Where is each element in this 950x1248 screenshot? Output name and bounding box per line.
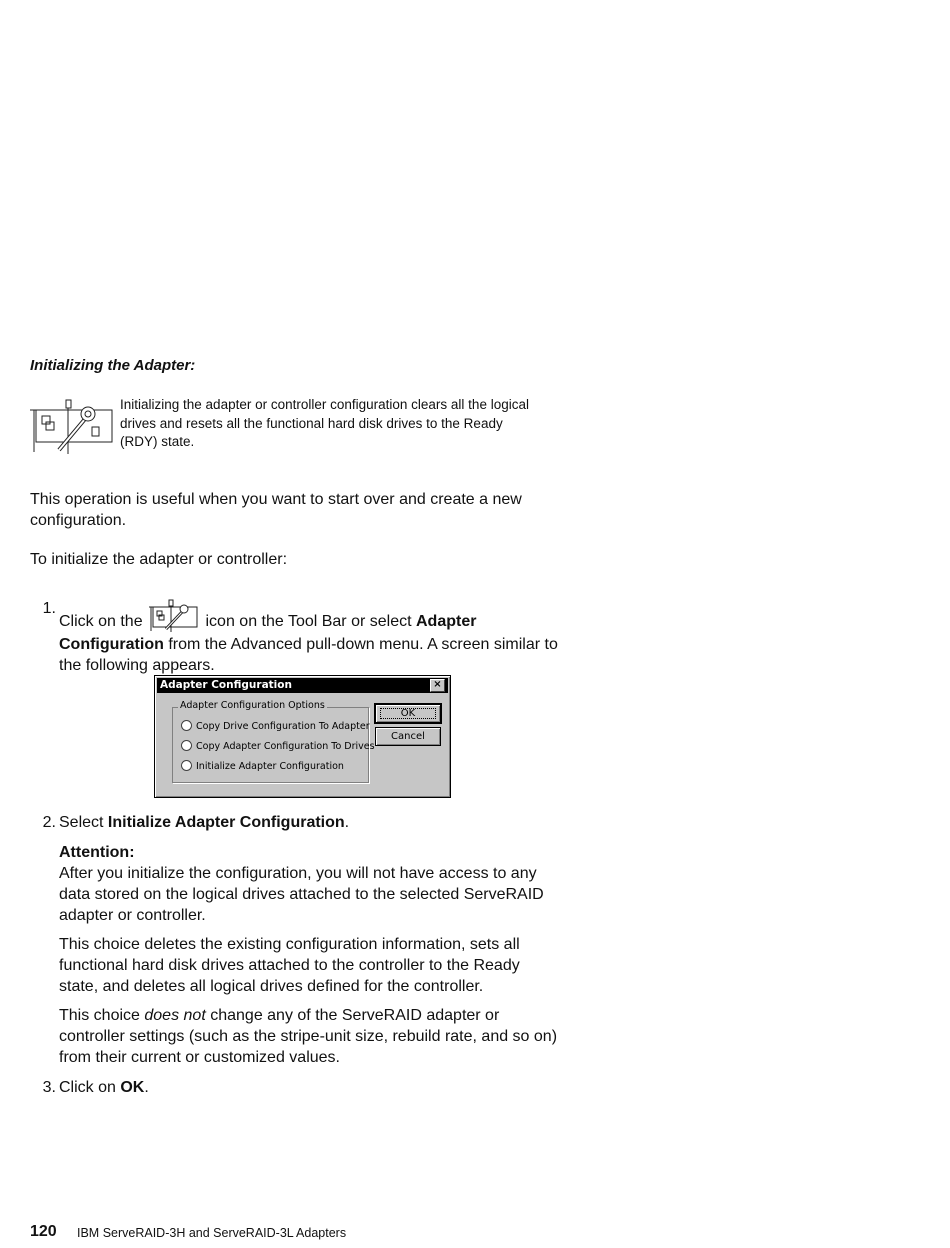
page-number: 120 [30,1223,57,1240]
step-2-text [59,812,559,833]
paragraph-procedure-intro: To initialize the adapter or controller: [30,551,288,568]
step-2-paragraph-2: This choice deletes the existing configuration information, sets all functional hard disk drives attached to the controller to the Ready state, and deletes all logical drives defined for the controller. [59,936,520,995]
step-1-mid: icon on the Tool Bar or select [205,613,412,630]
dialog-title-bar [157,678,448,693]
step-1-post: from the Advanced pull-down menu. A screen similar to the following appears. [59,636,558,674]
step-2-p3-emphasis: does not [144,1007,206,1024]
cancel-button[interactable] [375,727,441,746]
section-heading: Initializing the Adapter: [30,357,196,374]
options-group [172,700,375,783]
ok-button-label: OK [400,708,416,719]
step-1-menu-name: Adapter Configuration [59,613,477,653]
option-label: Copy Adapter Configuration To Drives [196,741,375,752]
option-copy-adapter-to-drives[interactable] [181,740,375,752]
step-1-text [59,598,559,676]
options-group-label: Adapter Configuration Options [180,700,325,711]
option-label: Initialize Adapter Configuration [196,761,344,772]
radio-icon[interactable] [181,720,192,731]
step-2-option-name: Initialize Adapter Configuration [107,814,345,831]
intro-text: Initializing the adapter or controller configuration clears all the logical drives and resets all the functional hard disk drives to the Ready (RDY) state. [120,397,529,449]
step-3-post: . [144,1079,149,1096]
close-icon[interactable]: × [430,679,445,692]
radio-icon[interactable] [181,760,192,771]
attention-text: After you initialize the configuration, you will not have access to any data stored on the logical drives attached to the selected ServeRAID adapter or controller. [59,865,544,924]
step-2-number: 2. [42,814,56,831]
attention-label: Attention: [59,844,135,861]
step-2-p3-post: change any of the ServeRAID adapter or controller settings (such as the stripe-unit size, rebuild rate, and so on) from their current or customized values. [59,1007,558,1066]
step-2-p3-pre: This choice [59,1007,140,1024]
step-2-pre: Select [59,814,104,831]
option-label: Copy Drive Configuration To Adapter [196,721,370,732]
ok-button[interactable] [375,704,441,723]
adapter-initialize-icon [149,598,199,634]
adapter-initialize-icon [30,396,114,458]
step-2-post: . [344,814,350,831]
step-3-text [59,1077,559,1098]
focus-rect [380,708,436,719]
radio-icon[interactable] [181,740,192,751]
attention-block [59,842,559,926]
footer-title: IBM ServeRAID-3H and ServeRAID-3L Adapters [77,1226,347,1240]
step-1-number: 1. [42,600,56,617]
option-initialize-adapter[interactable] [181,760,344,772]
dialog-title: Adapter Configuration [160,679,292,691]
adapter-configuration-dialog [154,675,451,798]
step-3-pre: Click on [59,1079,116,1096]
step-1-pre: Click on the [59,613,143,630]
step-2-paragraph-3 [59,1005,559,1068]
step-3-number: 3. [42,1079,56,1096]
cancel-button-label: Cancel [391,731,425,742]
paragraph-purpose: This operation is useful when you want to start over and create a new configuration. [30,491,522,529]
option-copy-drive-to-adapter[interactable] [181,720,370,732]
step-3-button-name: OK [120,1079,145,1096]
